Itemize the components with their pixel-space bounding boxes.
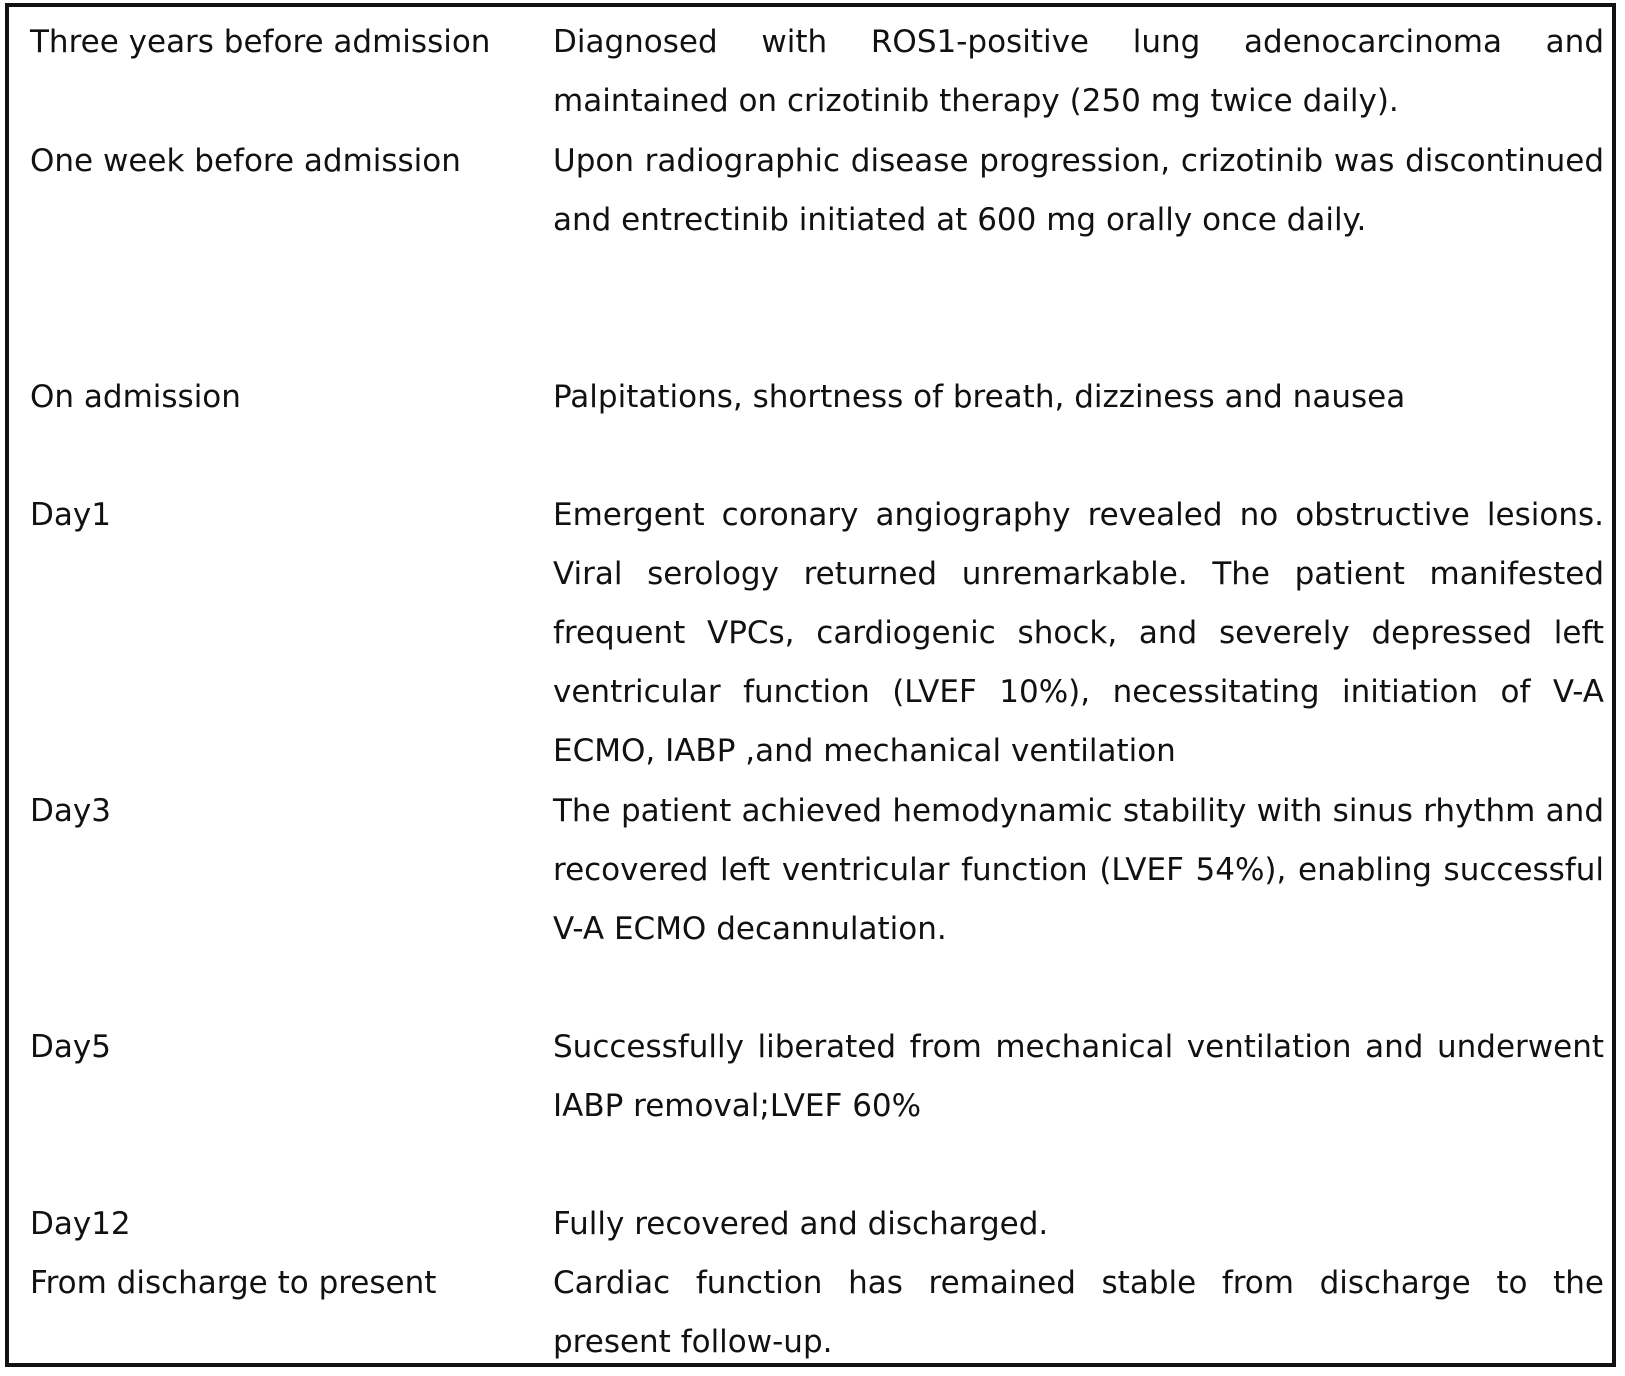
timeline-event: Successfully liberated from mechanical ventilation and underwent IABP removal;LVEF 60% bbox=[553, 1029, 1604, 1124]
timeline-time: On admission bbox=[30, 379, 241, 415]
timeline-time: One week before admission bbox=[30, 143, 461, 179]
timeline-time: Three years before admission bbox=[30, 24, 491, 60]
timeline-event: Diagnosed with ROS1-positive lung adenocarcinoma and maintained on crizotinib therapy (250 mg twice daily). bbox=[553, 24, 1604, 119]
timeline-event: Upon radiographic disease progression, crizotinib was discontinued and entrectinib initiated at 600 mg orally once daily. bbox=[553, 143, 1604, 238]
timeline-event: The patient achieved hemodynamic stability with sinus rhythm and recovered left ventricular function (LVEF 54%), enabling successful V-A ECMO decannulation. bbox=[553, 793, 1604, 947]
timeline-time: Day3 bbox=[30, 793, 111, 829]
timeline-table bbox=[5, 3, 1616, 1367]
timeline-time: Day1 bbox=[30, 497, 111, 533]
timeline-event: Palpitations, shortness of breath, dizziness and nausea bbox=[553, 379, 1406, 415]
timeline-event: Cardiac function has remained stable from discharge to the present follow-up. bbox=[553, 1265, 1604, 1360]
timeline-event: Emergent coronary angiography revealed no obstructive lesions. Viral serology returned unremarkable. The patient manifested frequent VPCs, cardiogenic shock, and severely depressed left ventricular function (LVEF 10%), necessitating initiation of V-A ECMO, IABP ,and mechanical ventilation bbox=[553, 497, 1604, 769]
timeline-time: From discharge to present bbox=[30, 1265, 437, 1301]
timeline-time: Day5 bbox=[30, 1029, 111, 1065]
timeline-event: Fully recovered and discharged. bbox=[553, 1206, 1049, 1242]
timeline-time: Day12 bbox=[30, 1206, 131, 1242]
